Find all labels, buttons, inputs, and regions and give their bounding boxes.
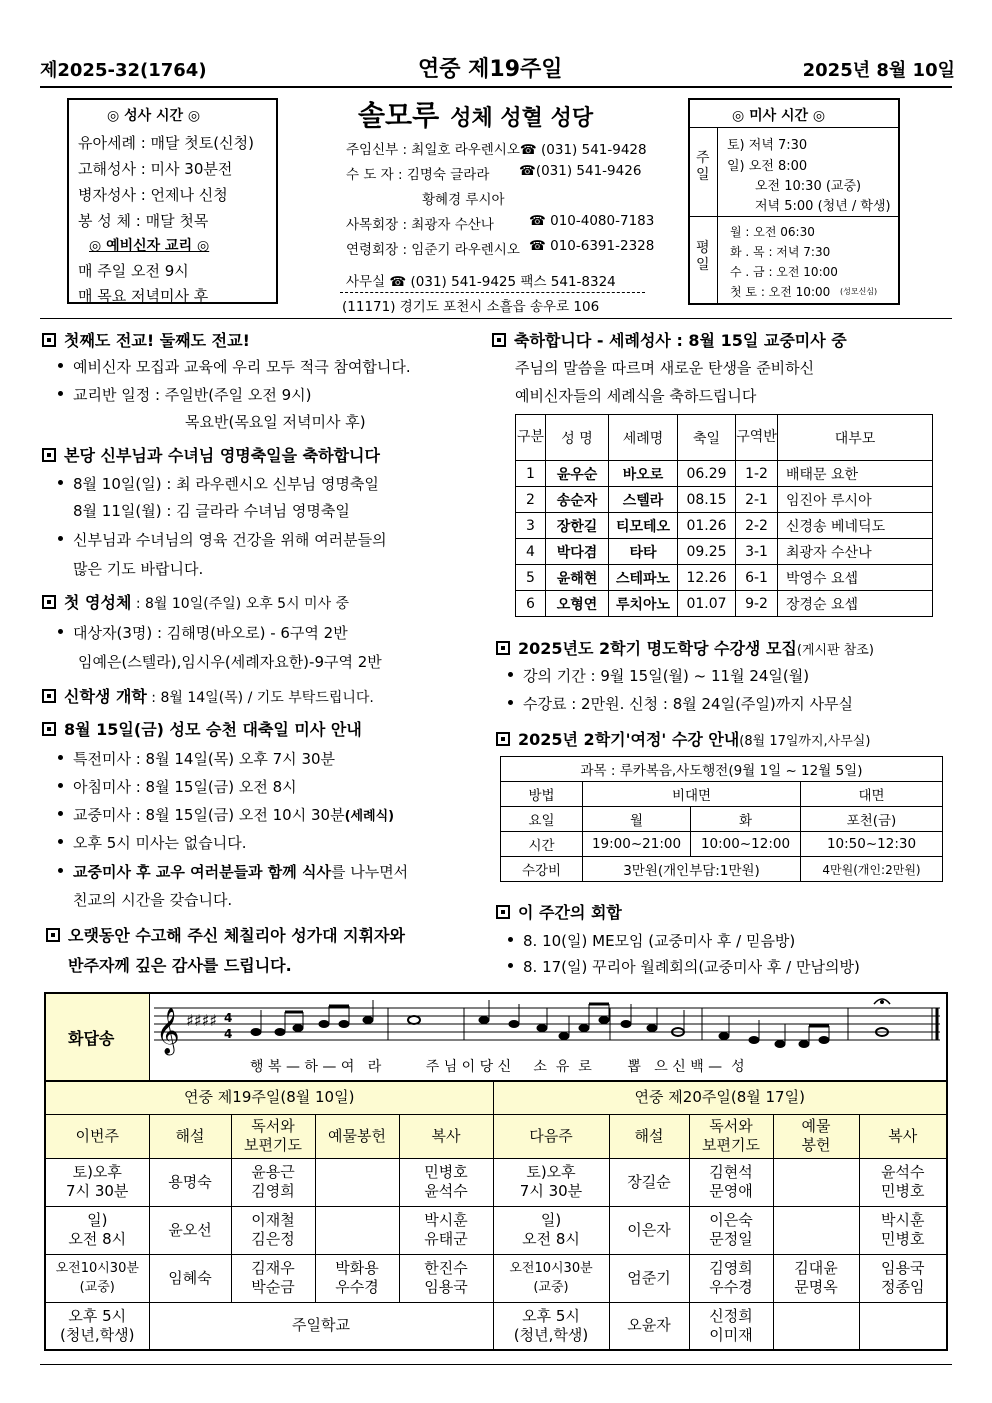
table-row: 6 오형연 루치아노 01.07 9-2 장경순 요셉 (516, 591, 933, 617)
list-item: 아침미사 : 8월 15일(금) 오전 8시 (58, 776, 297, 797)
section-thanks: 오랫동안 수고해 주신 체칠리아 성가대 지휘자와 (46, 923, 405, 946)
time-signature-icon: 4 (224, 1011, 233, 1025)
bullet-square-icon (42, 595, 56, 609)
sacrament-line: 병자성사 : 언제나 신청 (78, 186, 228, 204)
section-meetings: 이 주간의 회합 (496, 900, 622, 923)
bullet-icon (58, 363, 63, 368)
table-row: 4 박다겸 타타 09.25 3-1 최광자 수산나 (516, 539, 933, 565)
list-item: 8. 10(일) ME모임 (교중미사 후 / 믿음방) (508, 930, 795, 951)
bullet-icon (58, 868, 63, 873)
list-item: 대상자(3명) : 김해명(바오로) - 6구역 2반 (58, 622, 348, 643)
table-header (516, 415, 933, 461)
baptism-tag: (세례식) (344, 809, 395, 824)
list-item: 예비신자 모집과 교육에 우리 모두 적극 참여합니다. (58, 356, 411, 377)
table-row: 요일 월 화 포천(금) (501, 807, 943, 832)
list-item: 신부님과 수녀님의 영육 건강을 위해 여러분들의 (58, 529, 387, 550)
bullet-square-icon (496, 641, 510, 655)
council-info: 사목회장 : 최광자 수산나 (346, 217, 494, 233)
sister-info: 수 도 자 : 김명숙 글라라 (346, 167, 490, 183)
section-thanks-cont: 반주자께 깊은 감사를 드립니다. (68, 956, 292, 975)
sunday-mass: 토) 저녁 7:30 (727, 138, 808, 153)
bullet-icon (58, 783, 63, 788)
table-row: 3 장한길 티모테오 01.26 2-2 신경송 베네딕도 (516, 513, 933, 539)
catechumen-line: 매 목요 저녁미사 후 (78, 287, 209, 305)
table-row: 시간 19:00~21:00 10:00~12:00 10:50~12:30 (501, 832, 943, 857)
list-item: 8월 10일(일) : 최 라우렌시오 신부님 영명축일 (58, 473, 379, 494)
section-seminary: 신학생 개학 : 8월 14일(목) / 기도 부탁드립니다. (42, 684, 374, 707)
section-yeojeong: 2025년 2학기'여정' 수강 안내(8월 17일까지,사무실) (496, 727, 870, 750)
list-item: 특전미사 : 8월 14일(목) 오후 7시 30분 (58, 748, 335, 769)
page-title: 연중 제19주일 (418, 57, 563, 82)
mass-title: ◎ 미사 시간 ◎ (732, 108, 826, 124)
first-sat-note: (성모신심) (840, 287, 878, 296)
weekday-mass: 수 . 금 : 오전 10:00 (730, 265, 838, 279)
bullet-icon (58, 391, 63, 396)
bullet-square-icon (496, 905, 510, 919)
mass-divider (690, 127, 898, 128)
pastor-info: 주임신부 : 최일호 라우렌시오☎ (031) 541-9428 (346, 142, 647, 158)
time-signature-icon: 4 (224, 1027, 233, 1041)
address-divider (340, 292, 645, 293)
section-baptism: 축하합니다 - 세례성사 : 8월 15일 교중미사 중 (492, 328, 847, 351)
table-row: 일) 오전 8시 윤오선 이재철 김은정 박시훈 유태군 일) 오전 8시 이은자 이은숙 문정일 박시훈 민병호 (45, 1206, 947, 1254)
list-item: 수강료 : 2만원. 신청 : 8월 24일(주일)까지 사무실 (508, 693, 853, 714)
bullet-icon (58, 629, 63, 634)
issue-number: 제2025-32(1764) (40, 60, 207, 81)
col-header: 성 명 (546, 415, 609, 461)
weekday-label: 평일 (696, 240, 710, 273)
parish-name (358, 94, 593, 134)
table-row: 수강비 3만원(개인부담:1만원) 4만원(개인:2만원) (501, 857, 943, 882)
list-item: 교리반 일정 : 주일반(주일 오전 9시) (58, 384, 312, 405)
col-header: 대부모 (778, 415, 933, 461)
bullet-square-icon (46, 928, 60, 942)
list-item-cont: 친교의 시간을 갖습니다. (73, 891, 233, 909)
sister2-info: 황혜경 루시아 (422, 192, 505, 208)
sister-phone: ☎(031) 541-9426 (519, 163, 642, 179)
treble-clef-icon: 𝄞 (156, 1008, 180, 1054)
section-feast: 본당 신부님과 수녀님 영명축일을 축하합니다 (42, 443, 380, 466)
list-item: 교중미사 후 교우 여러분들과 함께 식사를 나누면서 (58, 861, 408, 882)
sacrament-line: 고해성사 : 미사 30분전 (78, 160, 233, 178)
section-rule (40, 318, 952, 319)
table-row: 1 윤우순 바오로 06.29 1-2 배태문 요한 (516, 461, 933, 487)
bullet-square-icon (42, 448, 56, 462)
sunday-mass: 일) 오전 8:00 (727, 159, 808, 174)
baptism-text: 예비신자들의 세례식을 축하드립니다 (515, 387, 757, 405)
bullet-icon (508, 700, 513, 705)
baptism-text: 주님의 말씀을 따르며 새로운 탄생을 준비하신 (515, 359, 815, 377)
bullet-square-icon (496, 732, 510, 746)
office-info: 사무실 ☎ (031) 541-9425 팩스 541-8324 (346, 274, 616, 290)
bullet-square-icon (42, 333, 56, 347)
key-signature-icon: ♯♯♯♯ (186, 1011, 217, 1030)
sacrament-line: 유아세례 : 매달 첫토(신청) (78, 134, 254, 152)
weekday-mass: 첫 토 : 오전 10:00 (730, 285, 831, 299)
address: (11171) 경기도 포천시 소흘읍 송우로 106 (342, 299, 600, 315)
catechumen-title: ◎ 예비신자 교리 ◎ (89, 238, 210, 254)
weekday-mass: 화 . 목 : 저녁 7:30 (730, 245, 831, 259)
list-item-cont: 8월 11일(월) : 김 글라라 수녀님 영명축일 (73, 502, 350, 520)
list-item-cont: 임예은(스텔라),임시우(세례자요한)-9구역 2반 (78, 653, 382, 671)
table-row: 5 윤해현 스테파노 12.26 6-1 박영수 요셉 (516, 565, 933, 591)
sacrament-box (67, 98, 278, 304)
mass-divider (690, 216, 898, 217)
section-first-communion: 첫 영성체 : 8월 10일(주일) 오후 5시 미사 중 (42, 590, 349, 613)
bullet-square-icon (492, 333, 506, 347)
union-info: 연령회장 : 임준기 라우렌시오 (346, 242, 520, 258)
psalm-lyrics: 행 복 — 하 — 여 라 주 님 이 당 신 소 유 로 뽑 으 신 백 — 성 (250, 1059, 745, 1075)
weekday-mass: 월 : 오전 06:30 (730, 225, 815, 239)
list-item-cont: 목요반(목요일 저녁미사 후) (185, 413, 366, 431)
baptism-table (515, 414, 933, 617)
section-myeongdo: 2025년도 2학기 명도학당 수강생 모집(게시판 참조) (496, 636, 874, 659)
council-phone: ☎ 010-4080-7183 (529, 213, 655, 229)
bullet-square-icon (42, 689, 56, 703)
table-row: 오후 5시 (청년,학생) 주일학교 오후 5시 (청년,학생) 오윤자 신정희 이미재 (45, 1302, 947, 1350)
bullet-icon (58, 536, 63, 541)
union-phone: ☎ 010-6391-2328 (529, 238, 655, 254)
sunday-mass: 저녁 5:00 (청년 / 학생) (755, 199, 891, 214)
bullet-icon (58, 811, 63, 816)
role-header-row: 이번주 해설 독서와 보편기도 예물봉헌 복사 다음주 해설 독서와 보편기도 예물 봉헌 복사 (45, 1114, 947, 1158)
mass-label-divider (717, 127, 718, 303)
table-row: 2 송순자 스텔라 08.15 2-1 임진아 루시아 (516, 487, 933, 513)
header-rule (40, 86, 952, 88)
psalm-staff (152, 996, 944, 1056)
bullet-square-icon (42, 722, 56, 736)
sunday-mass: 오전 10:30 (교중) (755, 179, 862, 194)
col-header: 구역반 (736, 415, 778, 461)
footer-rule (40, 1364, 952, 1365)
course-table (500, 756, 943, 882)
week-header-row (45, 1081, 947, 1114)
table-row: 과목 : 루카복음,사도행전(9월 1일 ~ 12월 5일) (501, 757, 943, 782)
parish-name-main: 솔모루 (358, 99, 440, 132)
bullet-icon (58, 755, 63, 760)
table-row: 토)오후 7시 30분 용명숙 윤용근 김영희 민병호 윤석수 토)오후 7시 30분 장길순 김현석 문영애 윤석수 민병호 (45, 1158, 947, 1206)
bullet-icon (58, 480, 63, 485)
issue-date: 2025년 8월 10일 (802, 60, 955, 81)
bullet-icon (58, 839, 63, 844)
parish-name-rest: 성체 성혈 성당 (450, 106, 594, 131)
list-item: 오후 5시 미사는 없습니다. (58, 832, 247, 853)
sacrament-title: ◎ 성사 시간 ◎ (107, 108, 201, 124)
bullet-icon (508, 963, 513, 968)
list-item: 교중미사 : 8월 15일(금) 오전 10시 30분(세례식) (58, 804, 394, 825)
sacrament-line: 봉 성 체 : 매달 첫목 (78, 212, 209, 230)
bullet-icon (508, 937, 513, 942)
sunday-label: 주일 (696, 150, 710, 183)
col-header: 세례명 (609, 415, 678, 461)
bullet-icon (508, 672, 513, 677)
psalm-box (44, 992, 948, 1081)
table-row: 오전10시30분 (교중) 임혜숙 김재우 박순금 박화용 우수경 한진수 임용국 오전10시30분 (교중) 엄준기 김영희 우수경 김대윤 문명옥 임용국 정종임 (45, 1254, 947, 1302)
catechumen-line: 매 주일 오전 9시 (78, 262, 189, 280)
week-this: 연중 제19주일(8월 10일) (45, 1081, 493, 1114)
liturgy-schedule (44, 1080, 948, 1351)
week-next: 연중 제20주일(8월 17일) (493, 1081, 947, 1114)
list-item: 8. 17(일) 꾸리아 월례회의(교중미사 후 / 만남의방) (508, 956, 860, 977)
list-item-cont: 많은 기도 바랍니다. (73, 560, 204, 578)
col-header: 구분 (516, 415, 546, 461)
section-evangelization: 첫째도 전교! 둘째도 전교! (42, 328, 250, 351)
list-item: 강의 기간 : 9월 15일(월) ~ 11월 24일(월) (508, 665, 809, 686)
col-header: 축일 (678, 415, 736, 461)
table-row: 방법 비대면 대면 (501, 782, 943, 807)
section-assumption: 8월 15일(금) 성모 승천 대축일 미사 안내 (42, 717, 362, 740)
mass-time-box (688, 98, 900, 305)
psalm-label: 화답송 (68, 1029, 115, 1048)
